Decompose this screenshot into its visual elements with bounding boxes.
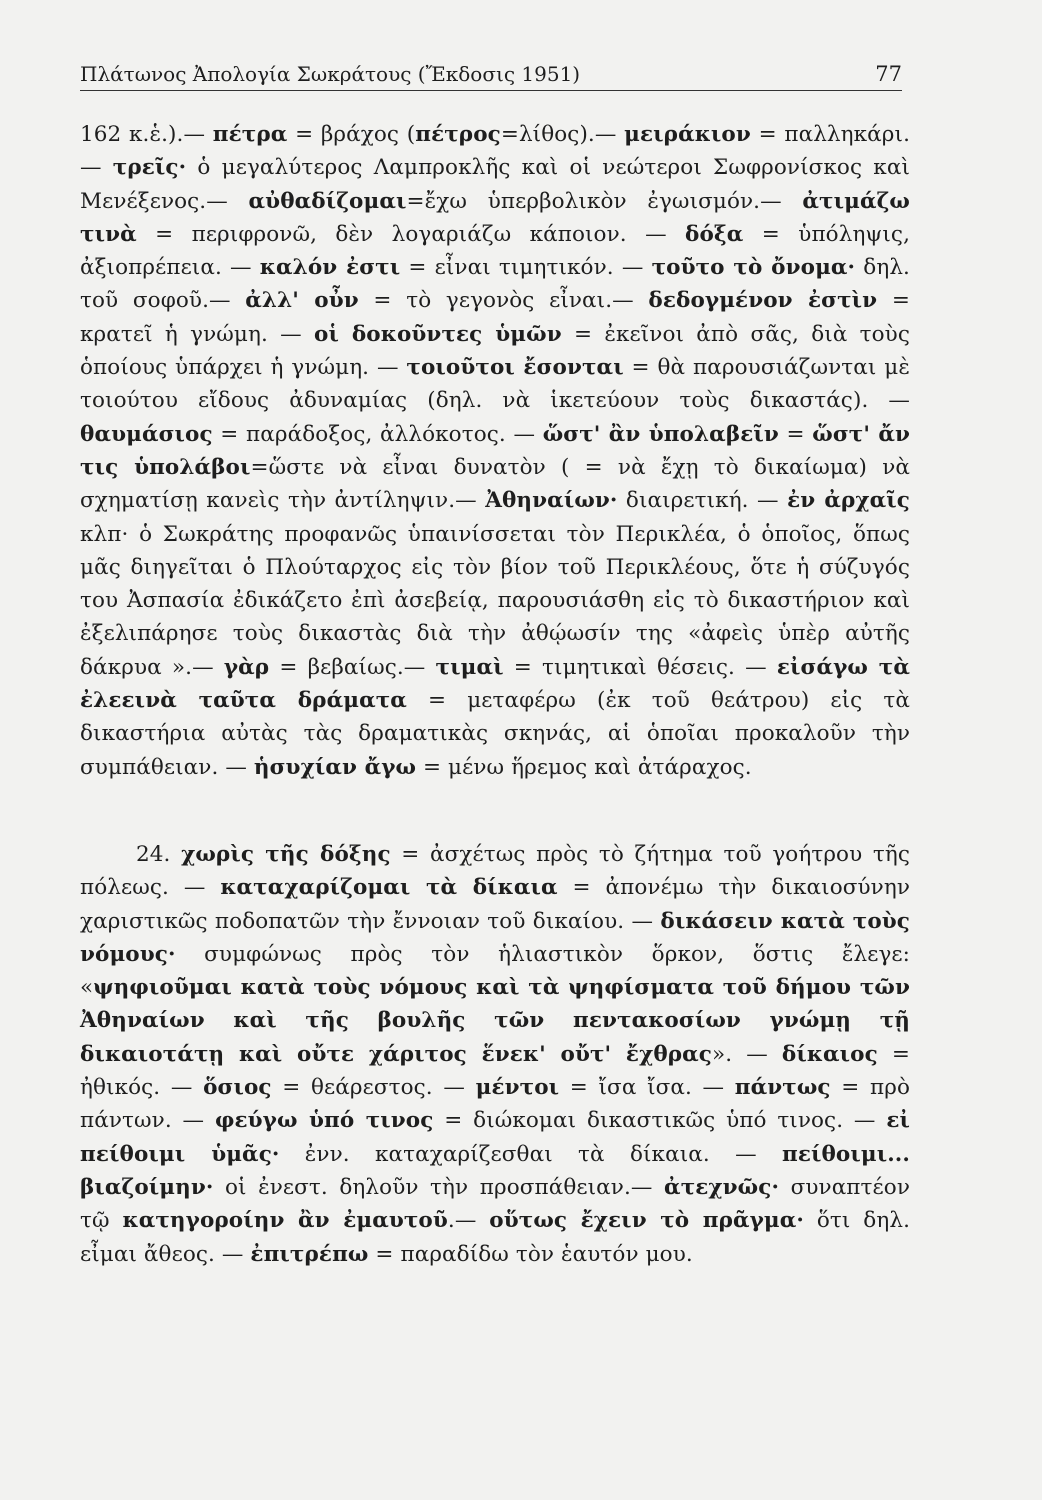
lemma-term: ἀτιμάζω τινὰ [80, 188, 910, 247]
lemma-term: πείθοιμι... βιαζοίμην· [80, 1141, 910, 1200]
lemma-term: Ἀθηναίων· [485, 488, 618, 514]
gloss-text: = παραδίδω τὸν ἑαυτόν μου. [368, 1241, 693, 1267]
lemma-term: ψηφιοῦμαι κατὰ τοὺς νόμους καὶ τὰ ψηφίσματα τοῦ δήμου τῶν Ἀθηναίων καὶ τῆς βουλῆς τῶν πεντακοσίων γνώμῃ τῇ δικαιοτάτῃ καὶ οὔτε χάριτος ἕνεκ' οὔτ' ἔχθρας [80, 975, 910, 1067]
lemma-term: τοῦτο τὸ ὄνομα· [651, 255, 856, 281]
lemma-term: ἐπιτρέπω [250, 1241, 369, 1267]
lemma-term: δεδογμένον ἐστὶν [648, 288, 878, 314]
gloss-text: = ἀσχέτως πρὸς τὸ ζήτημα τοῦ γοήτρου τῆς πόλεως. — [80, 841, 910, 901]
gloss-text: = πρὸ πάντων. — [80, 1075, 911, 1134]
gloss-text: = βράχος ( [287, 122, 416, 147]
gloss-text: = κρατεῖ ἡ γνώμη. — [80, 288, 910, 347]
gloss-text: = θεάρεστος. — [271, 1075, 476, 1101]
lemma-term: δίκαιος [781, 1041, 878, 1067]
lemma-term: ἡσυχίαν ἄγω [253, 754, 417, 780]
lemma-term: εἰσάγω τὰ ἐλεεινὰ ταῦτα δράματα [80, 654, 911, 714]
gloss-text: 24. [136, 841, 182, 867]
commentary-paragraph [80, 118, 910, 784]
lemma-term: φεύγω ὑπό τινος [214, 1108, 434, 1134]
lemma-term: ὥστ' ἄν τις ὑπολάβοι [80, 421, 910, 480]
gloss-text: δηλ. τοῦ σοφοῦ.— [80, 255, 910, 314]
lemma-term: ὅσιος [203, 1075, 272, 1101]
gloss-text: = ἠθικός. — [80, 1041, 910, 1101]
gloss-text: = παλληκάρι. — [80, 122, 911, 181]
lemma-term: οἱ δοκοῦντες ὑμῶν [314, 321, 562, 347]
gloss-text: = ἐκεῖνοι ἀπὸ σᾶς, διὰ τοὺς ὁποίους ὑπάρχει ἡ γνώμη. — [80, 321, 910, 381]
lemma-term: καλόν ἐστι [259, 255, 401, 281]
gloss-text: =ἔχω ὑπερβολικὸν ἐγωισμόν.— [406, 188, 803, 214]
lemma-term: ἀλλ' οὖν [245, 288, 359, 314]
gloss-text: 162 κ.ἑ.).— [80, 122, 213, 147]
gloss-text: = θὰ παρουσιάζωνται μὲ τοιούτου εἴδους ἀδυναμίας (δηλ. νὰ ἱκετεύουν τοὺς δικαστάς). — [80, 355, 911, 414]
gloss-text: = παράδοξος, ἀλλόκοτος. — [212, 421, 543, 447]
lemma-term: εἰ πείθοιμι ὑμᾶς· [80, 1108, 910, 1167]
lemma-term: δικάσειν κατὰ τοὺς νόμους· [80, 908, 910, 967]
gloss-text: = [778, 421, 813, 447]
gloss-text: συναπτέον τῷ [80, 1174, 910, 1234]
gloss-text: = τὸ γεγονὸς εἶναι.— [358, 288, 649, 314]
lemma-term: θαυμάσιος [80, 421, 213, 447]
gloss-text: = τιμητικαὶ θέσεις. — [503, 654, 777, 680]
commentary-text [80, 118, 910, 1271]
page-number: 77 [875, 62, 902, 86]
gloss-text: οἱ ἐνεστ. δηλοῦν τὴν προσπάθειαν.— [213, 1174, 665, 1200]
lemma-term: ἐν ἀρχαῖς [787, 488, 910, 514]
gloss-text: ἐνν. καταχαρίζεσθαι τὰ δίκαια. — [279, 1141, 782, 1167]
lemma-term: πέτρα [212, 122, 288, 147]
gloss-text: διαιρετική. — [617, 488, 788, 514]
gloss-text: = εἶναι τιμητικόν. — [400, 255, 652, 281]
lemma-term: πέτρος [415, 122, 501, 147]
gloss-text: = βεβαίως.— [269, 654, 436, 680]
lemma-term: δόξα [685, 221, 744, 247]
lemma-term: χωρὶς τῆς δόξης [181, 841, 391, 867]
lemma-term: ὥστ' ἂν ὑπολαβεῖν [542, 421, 779, 447]
gloss-text: =ὥστε νὰ εἶναι δυνατὸν ( = νὰ ἔχῃ τὸ δικαίωμα) νὰ σχηματίσῃ κανεὶς τὴν ἀντίληψιν.— [80, 454, 910, 514]
gloss-text: .— [447, 1208, 490, 1234]
gloss-text: = μένω ἥρεμος καὶ ἀτάραχος. [416, 754, 752, 780]
gloss-text: = ἀπονέμω τὴν δικαιοσύνην χαριστικῶς ποδοπατῶν τὴν ἔννοιαν τοῦ δικαίου. — [80, 875, 911, 934]
gloss-text: ὁ μεγαλύτερος Λαμπροκλῆς καὶ οἱ νεώτεροι Σωφρονίσκος καὶ Μενέξενος.— [80, 155, 910, 214]
lemma-term: τρεῖς· [112, 155, 187, 181]
commentary-paragraph [80, 838, 910, 1271]
lemma-term: μειράκιον [624, 122, 751, 147]
gloss-text: = ἴσα ἴσα. — [559, 1075, 735, 1101]
gloss-text: κλπ· ὁ Σωκράτης προφανῶς ὑπαινίσσεται τὸν Περικλέα, ὁ ὁποῖος, ὅπως μᾶς διηγεῖται ὁ Πλούταρχος εἰς τὸν βίον τοῦ Περικλέους, ὅτε ἡ σύζυγός του Ἀσπασία ἐδικάζετο ἐπὶ ἀσεβείᾳ, παρουσιάσθη εἰς τὸ δικαστήριον καὶ ἐξελιπάρησε τοὺς δικαστὰς διὰ τὴν ἀθῴωσίν της «ἀφεὶς ὑπὲρ αὐτῆς δάκρυα ».— [80, 521, 910, 680]
gloss-text: = διώκομαι δικαστικῶς ὑπό τινος. — [433, 1108, 887, 1134]
gloss-text: συμφώνως πρὸς τὸν ἡλιαστικὸν ὅρκον, ὅστις ἔλεγε: « [80, 941, 910, 1001]
gloss-text: ». — [712, 1041, 782, 1067]
lemma-term: καταχαρίζομαι τὰ δίκαια [220, 875, 558, 901]
lemma-term: γὰρ [223, 654, 270, 680]
header-title: Πλάτωνος Ἀπολογία Σωκράτους (Ἔκδοσις 1951) [80, 62, 581, 86]
lemma-term: μέντοι [475, 1075, 560, 1101]
lemma-term: κατηγοροίην ἂν ἐμαυτοῦ [122, 1208, 448, 1234]
gloss-text: = περιφρονῶ, δὲν λογαριάζω κάποιον. — [136, 221, 686, 247]
gloss-text: = μεταφέρω (ἐκ τοῦ θεάτρου) εἰς τὰ δικαστήρια αὐτὰς τὰς δραματικὰς σκηνάς, αἱ ὁποῖαι προκαλοῦν τὴν συμπάθειαν. — [80, 688, 911, 780]
lemma-term: τιμαὶ [435, 654, 504, 680]
lemma-term: τοιοῦτοι ἔσονται [406, 355, 624, 381]
gloss-text: =λίθος).— [500, 122, 625, 147]
lemma-term: αὐθαδίζομαι [248, 188, 407, 214]
lemma-term: οὕτως ἔχειν τὸ πρᾶγμα· [489, 1208, 804, 1234]
gloss-text: = ὑπόληψις, ἀξιοπρέπεια. — [80, 221, 910, 281]
running-header [80, 62, 902, 91]
gloss-text: ὅτι δηλ. εἶμαι ἄθεος. — [80, 1208, 910, 1267]
lemma-term: πάντως [734, 1075, 831, 1101]
lemma-term: ἀτεχνῶς· [664, 1174, 780, 1200]
